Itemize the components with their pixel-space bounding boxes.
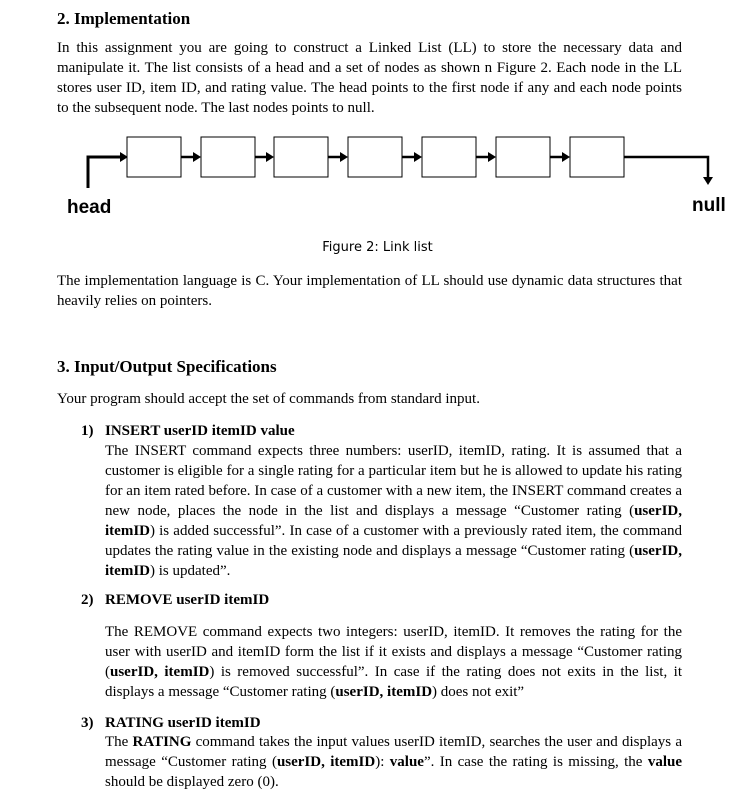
figure-caption: Figure 2: Link list <box>322 240 433 255</box>
list-node-7 <box>570 137 624 177</box>
head-pointer-arrow <box>88 157 124 188</box>
command-3-number: 3) <box>81 715 94 731</box>
list-node-5 <box>422 137 476 177</box>
command-1-description: The INSERT command expects three numbers: userID, itemID, rating. It is assumed that a customer is eligible for a single rating for a particular item but he is allowed to update his rating for an item rated before. In case of a customer with a new item, the INSERT command creates a new node, places the node in the list and displays a message “Customer rating (userID, itemID) is added successful”. In case of a customer with a previously rated item, the command updates the rating value in the existing node and displays a message “Customer rating (userID, itemID) is updated”. <box>105 443 682 579</box>
null-pointer-arrow <box>624 157 708 179</box>
command-2-description: The REMOVE command expects two integers: userID, itemID. It removes the rating for the user with userID and itemID form the list if it exists and displays a message “Customer rating (userID, itemID) is removed successful”. In case if the rating does not exits in the list, it displays a message “Customer rating (userID, itemID) does not exit” <box>105 624 682 700</box>
section-3-intro: Your program should accept the set of commands from standard input. <box>57 391 480 407</box>
list-node-2 <box>201 137 255 177</box>
head-label: head <box>67 197 112 218</box>
section-2-paragraph: In this assignment you are going to construct a Linked List (LL) to store the necessary data and manipulate it. The list consists of a head and a set of nodes as shown n Figure 2. Each node in the LL stores user ID, item ID, and rating value. The head points to the first node if any and each node points to the subsequent node. The last nodes points to null. <box>57 40 682 116</box>
list-node-4 <box>348 137 402 177</box>
linked-list-diagram <box>60 135 740 190</box>
command-1-title: INSERT userID itemID value <box>105 423 295 439</box>
list-node-1 <box>127 137 181 177</box>
command-3-description: The RATING command takes the input values userID itemID, searches the user and displays a message “Customer rating (userID, itemID): value”. In case the rating is missing, the value should be displayed zero (0). <box>105 734 682 790</box>
command-1-number: 1) <box>81 423 94 439</box>
list-node-3 <box>274 137 328 177</box>
command-3-heading <box>81 713 261 733</box>
null-label: null <box>692 195 726 216</box>
section-2-title: 2. Implementation <box>57 9 191 28</box>
section-2-paragraph-2: The implementation language is C. Your implementation of LL should use dynamic data structures that heavily relies on pointers. <box>57 273 682 309</box>
command-1-heading <box>81 421 295 441</box>
command-2-heading <box>81 590 269 610</box>
command-2-title: REMOVE userID itemID <box>105 592 270 608</box>
command-3-title: RATING userID itemID <box>105 715 261 731</box>
section-3-title: 3. Input/Output Specifications <box>57 357 277 376</box>
list-node-6 <box>496 137 550 177</box>
command-2-number: 2) <box>81 592 94 608</box>
